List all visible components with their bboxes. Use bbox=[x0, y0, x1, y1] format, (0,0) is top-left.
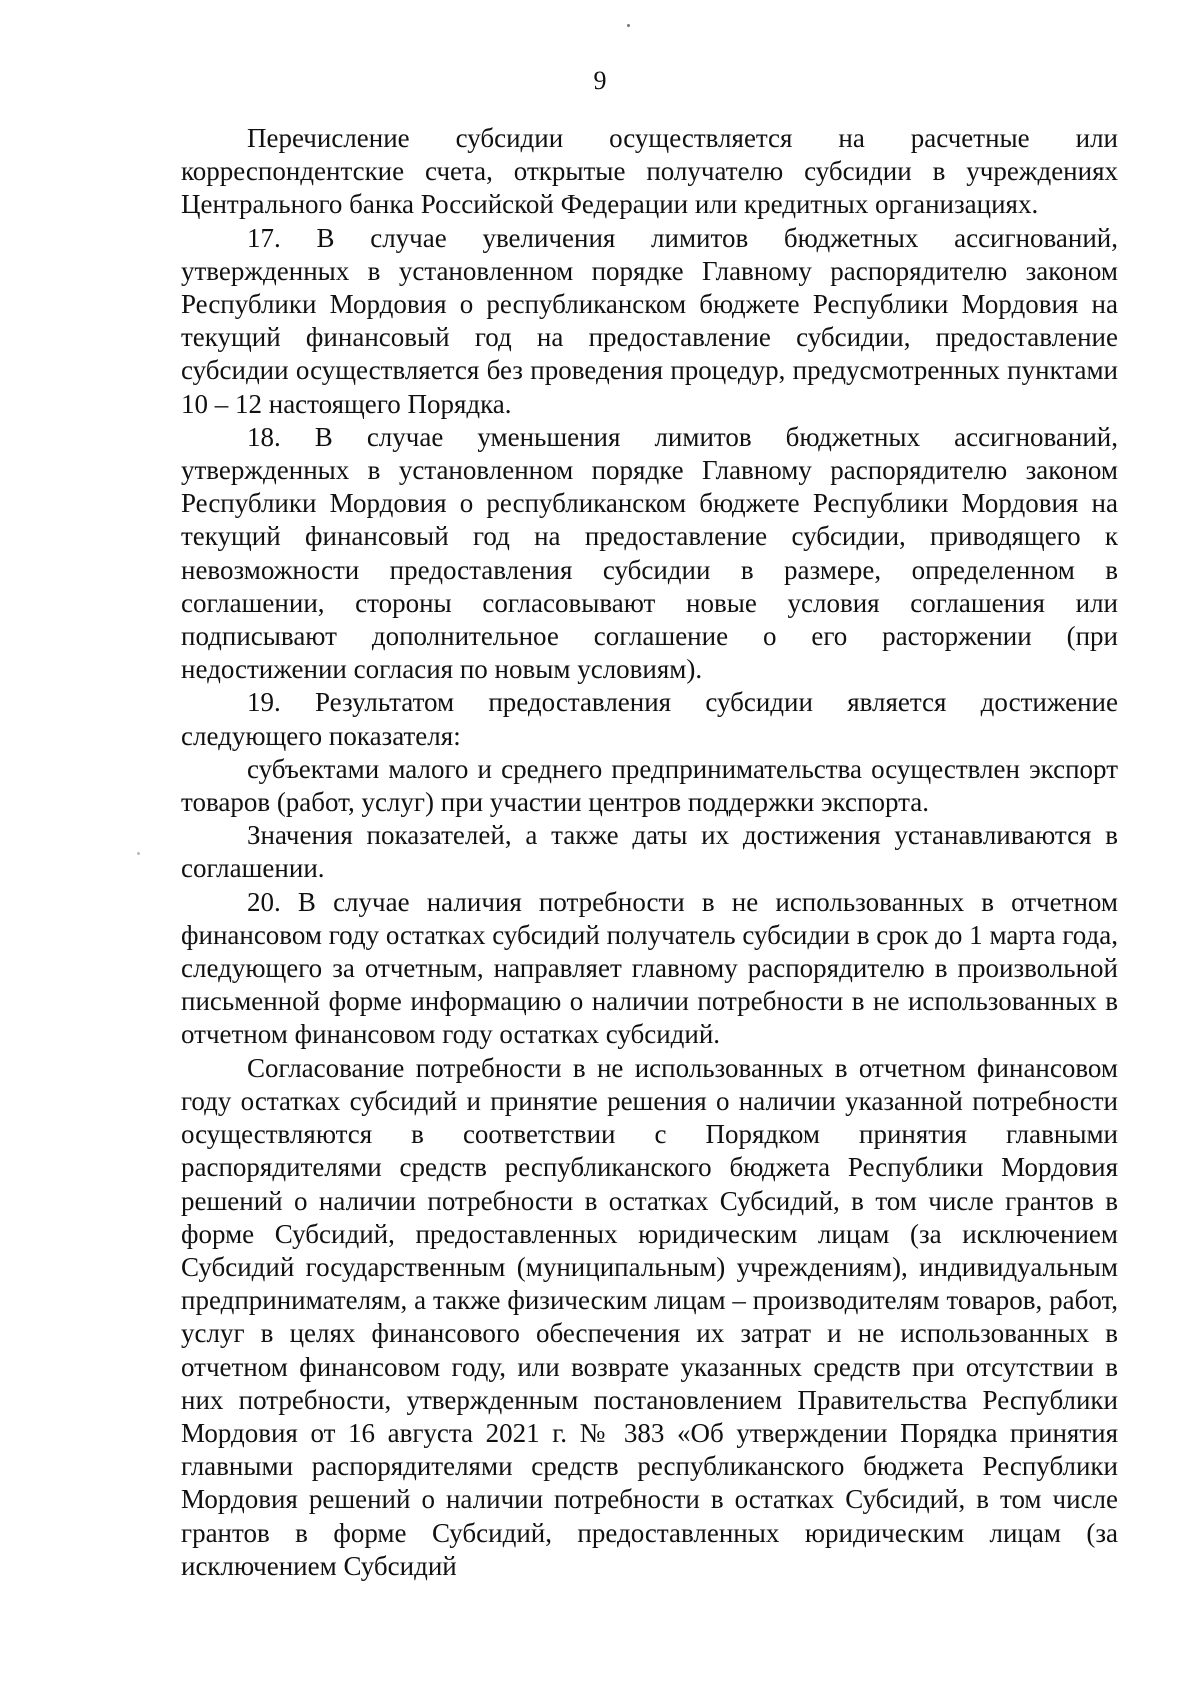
paragraph-transfer-accounts: Перечисление субсидии осуществляется на расчетные или корреспондентские счета, открытые получателю субсидии в учреждениях Центрального банка Российской Федерации или кредитных организациях. bbox=[181, 123, 1118, 220]
paragraph-18-limits-decrease: 18. В случае уменьшения лимитов бюджетных ассигнований, утвержденных в установленном порядке Главному распорядителю законом Республики Мордовия о республиканском бюджете Республики Мордовия на текущий финансовый год на предоставление субсидии, приводящего к невозможности предоставления субсидии в размере, определенном в соглашении, стороны согласовывают новые условия соглашения или подписывают дополнительное соглашение о его расторжении (при недостижении согласия по новым условиям). bbox=[181, 421, 1118, 685]
paragraph-indicator: субъектами малого и среднего предпринимательства осуществлен экспорт товаров (работ, услуг) при участии центров поддержки экспорта. bbox=[181, 753, 1118, 818]
document-body bbox=[181, 122, 1118, 1583]
scan-artifact-dot bbox=[137, 852, 140, 855]
paragraph-need-approval: Согласование потребности в не использованных в отчетном финансовом году остатках субсидий и принятие решения о наличии указанной потребности осуществляются в соответствии с Порядком принятия главными распорядителями средств республиканского бюджета Республики Мордовия решений о наличии потребности в остатках Субсидий, в том числе грантов в форме Субсидий, предоставленных юридическим лицам (за исключением Субсидий государственным (муниципальным) учреждениям), индивидуальным предпринимателям, а также физическим лицам – производителям товаров, работ, услуг в целях финансового обеспечения их затрат и не использованных в отчетном финансовом году, или возврате указанных средств при отсутствии в них потребности, утвержденным постановлением Правительства Республики Мордовия от 16 августа 2021 г. № 383 «Об утверждении Порядка принятия главными распорядителями средств республиканского бюджета Республики Мордовия решений о наличии потребности в остатках Субсидий, в том числе грантов в форме Субсидий, предоставленных юридическим лицам (за исключением Субсидий bbox=[181, 1052, 1118, 1581]
paragraph-indicator-values: Значения показателей, а также даты их достижения устанавливаются в соглашении. bbox=[181, 820, 1118, 884]
paragraph-19-result: 19. Результатом предоставления субсидии является достижение следующего показателя: bbox=[181, 687, 1118, 751]
paragraph-17-limits-increase: 17. В случае увеличения лимитов бюджетных ассигнований, утвержденных в установленном порядке Главному распорядителю законом Республики Мордовия о республиканском бюджете Республики Мордовия на текущий финансовый год на предоставление субсидии, предоставление субсидии осуществляется без проведения процедур, предусмотренных пунктами 10 – 12 настоящего Порядка. bbox=[181, 222, 1118, 419]
paragraph-20-remaining-subsidies: 20. В случае наличия потребности в не использованных в отчетном финансовом году остатках субсидий получатель субсидии в срок до 1 марта года, следующего за отчетным, направляет главному распорядителю в произвольной письменной форме информацию о наличии потребности в не использованных в отчетном финансовом году остатках субсидий. bbox=[181, 886, 1118, 1050]
scan-artifact-dot bbox=[627, 24, 630, 27]
page-number: 9 bbox=[593, 66, 607, 95]
